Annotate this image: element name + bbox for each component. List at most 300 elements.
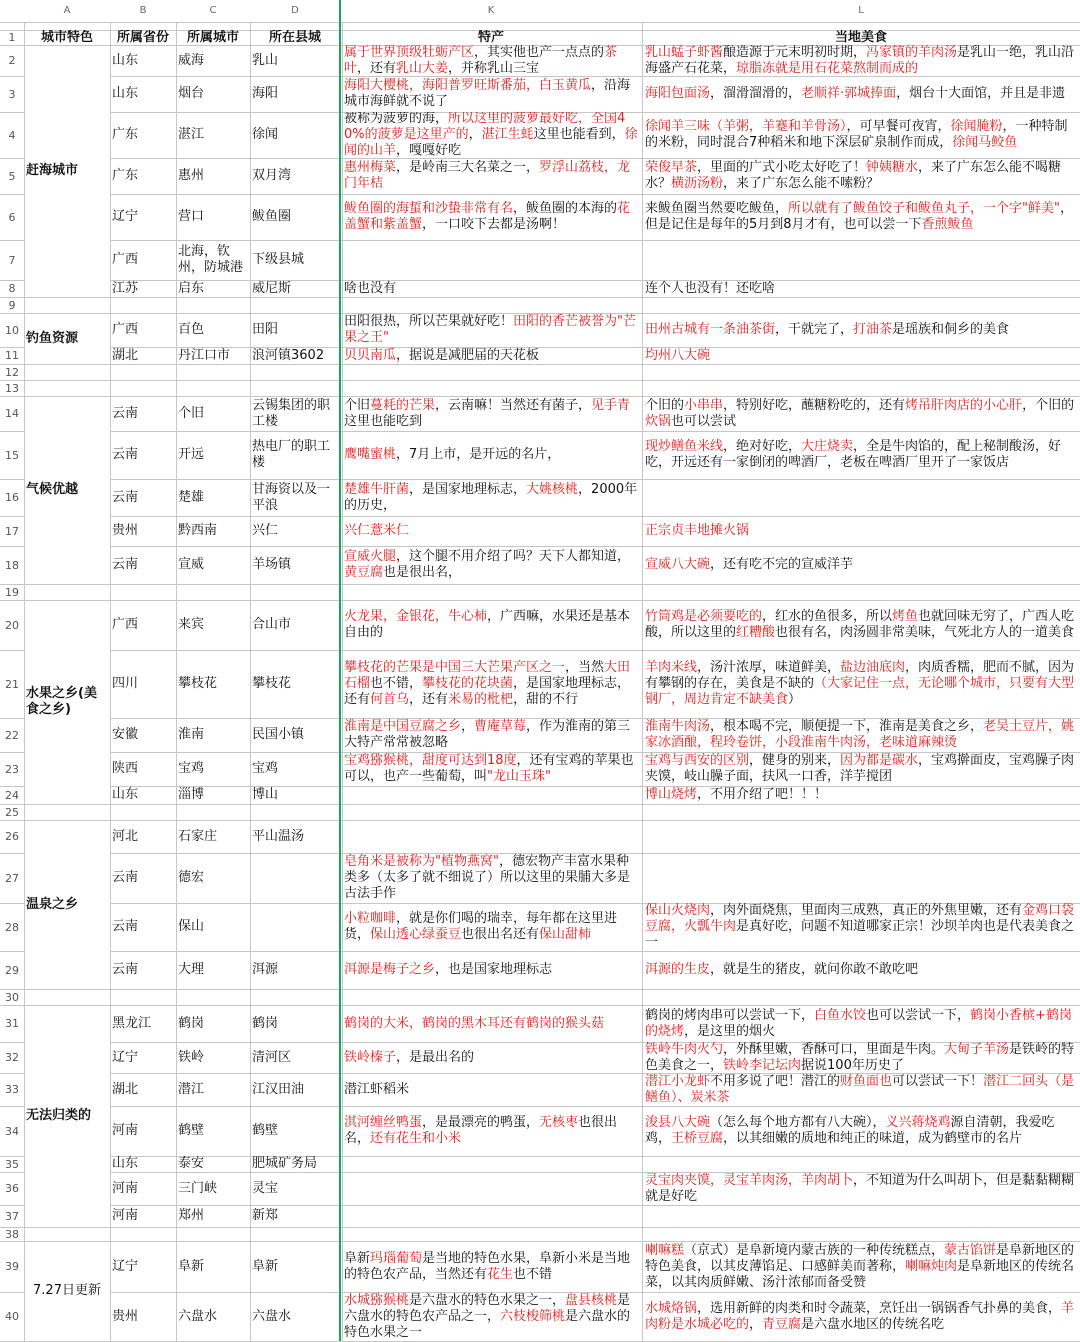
cell-local-food[interactable]: [643, 280, 1079, 297]
highlight-text: 灵宝肉夹馍，灵宝羊肉汤，羊肉胡卜: [645, 1172, 854, 1188]
cell-b[interactable]: [110, 1205, 176, 1227]
row-number[interactable]: 27: [5, 871, 19, 885]
cell-local-food[interactable]: [643, 1073, 1079, 1106]
plain-text: ，还有吃不完的宣威洋芋: [710, 557, 854, 572]
row-number[interactable]: 34: [5, 1124, 19, 1138]
cell-d[interactable]: [250, 45, 340, 76]
cell-b[interactable]: [110, 1106, 176, 1156]
plain-text: ，嘎嘎好吃: [396, 143, 462, 158]
cell-local-food[interactable]: [643, 396, 1079, 431]
highlight-text: 潜江小龙虾: [645, 1073, 711, 1089]
cell-local-food[interactable]: [643, 600, 1079, 650]
cell-local-food[interactable]: [643, 1005, 1079, 1042]
plain-text: 啥也没有: [344, 280, 397, 296]
cell-text: 云锡集团的职工楼: [252, 397, 331, 429]
cell-b[interactable]: [110, 396, 176, 431]
cell-d[interactable]: [250, 546, 340, 584]
cell-d[interactable]: [250, 396, 340, 431]
cell-specialty[interactable]: [342, 396, 642, 431]
cell-d[interactable]: [250, 786, 340, 804]
cell-b[interactable]: [110, 1156, 176, 1172]
cell-c[interactable]: [176, 1241, 250, 1292]
cell-specialty[interactable]: [342, 1172, 642, 1205]
plain-text: ，是最漂亮的鸭蛋，: [422, 1115, 540, 1130]
plain-text: ，7月上市，是开远的名片，: [396, 447, 561, 462]
cell-local-food[interactable]: [643, 650, 1079, 718]
column-header-b[interactable]: B: [139, 5, 147, 16]
cell-specialty[interactable]: [342, 76, 642, 112]
cell-c[interactable]: [176, 752, 250, 786]
category-cell-hotspring[interactable]: [24, 820, 110, 989]
highlight-text: 烤吊肝肉店的小心肝: [905, 397, 1023, 413]
plain-text: 这里也能看到，: [533, 127, 625, 142]
row-number[interactable]: 22: [5, 728, 19, 742]
cell-local-food[interactable]: [643, 786, 1079, 804]
cell-c[interactable]: [176, 194, 250, 240]
cell-b[interactable]: [110, 479, 176, 516]
cell-d[interactable]: [250, 112, 340, 158]
cell-c[interactable]: [176, 546, 250, 584]
cell-b[interactable]: [110, 516, 176, 546]
cell-text: 启东: [178, 280, 205, 296]
cell-specialty[interactable]: [342, 347, 642, 364]
plain-text: ，不知道为什么叫胡卜，但是黏黏糊糊就是好吃: [645, 1172, 1075, 1204]
cell-d[interactable]: [250, 1042, 340, 1073]
cell-local-food[interactable]: [643, 158, 1079, 194]
cell-rich-text: [344, 1251, 640, 1283]
cell-text: 甘海资以及一平浪: [252, 481, 331, 513]
header-gridline: [0, 22, 1080, 23]
cell-d[interactable]: [250, 516, 340, 546]
plain-text: ，就是生的猪皮，就问你敢不敢吃吧: [710, 962, 919, 977]
category-label: 钓鱼资源: [26, 330, 79, 346]
plain-text: 是乳山一绝，乳山沿海盛产石花菜，: [645, 45, 1075, 76]
cell-d[interactable]: [250, 431, 340, 479]
cell-text: 鹤岗: [252, 1015, 279, 1031]
cell-c[interactable]: [176, 280, 250, 297]
cell-b[interactable]: [110, 347, 176, 364]
cell-local-food[interactable]: [643, 1106, 1079, 1156]
cell-b[interactable]: [110, 1073, 176, 1106]
row-number[interactable]: 1: [8, 31, 16, 44]
category-cell-climate[interactable]: [24, 396, 110, 584]
column-header-k[interactable]: K: [487, 5, 495, 16]
cell-b[interactable]: [110, 853, 176, 903]
header-cell-a[interactable]: 城市特色: [40, 30, 93, 45]
cell-d[interactable]: [250, 347, 340, 364]
row-number[interactable]: 25: [5, 805, 19, 819]
row-number[interactable]: 13: [5, 381, 19, 395]
row-number[interactable]: 18: [5, 558, 19, 572]
plain-text: ，甜的不行: [513, 692, 579, 707]
cell-c[interactable]: [176, 1106, 250, 1156]
cell-d[interactable]: [250, 1205, 340, 1227]
cell-text: 灵宝: [252, 1180, 279, 1196]
cell-b[interactable]: [110, 718, 176, 752]
row-number[interactable]: 19: [5, 585, 19, 599]
cell-text: 来宾: [178, 617, 205, 632]
cell-text: 河南: [112, 1180, 139, 1196]
highlight-text: 老顺祥·郭城捧面: [801, 86, 897, 101]
row-number[interactable]: 5: [8, 169, 16, 183]
cell-local-food[interactable]: [643, 45, 1079, 76]
category-label: 水果之乡(美食之乡): [26, 686, 97, 717]
row-number[interactable]: 26: [5, 830, 19, 843]
cell-d[interactable]: [250, 1156, 340, 1172]
cell-specialty[interactable]: [342, 194, 642, 240]
cell-local-food[interactable]: [643, 820, 1079, 853]
cell-rich-text: [344, 201, 640, 233]
cell-b[interactable]: [110, 431, 176, 479]
cell-d[interactable]: [250, 1005, 340, 1042]
cell-b[interactable]: [110, 752, 176, 786]
cell-c[interactable]: [176, 112, 250, 158]
category-cell-fruit[interactable]: [24, 600, 110, 804]
plain-text: ，并称乳山三宝: [448, 60, 540, 76]
plain-text: 也很有名，肉汤圆非常美味，气死北方人的一道美食: [775, 625, 1075, 640]
row-number[interactable]: 20: [5, 618, 19, 632]
row-number[interactable]: 3: [8, 87, 16, 101]
cell-b[interactable]: [110, 650, 176, 718]
row-number[interactable]: 36: [5, 1182, 19, 1195]
cell-text: 河南: [112, 1208, 139, 1223]
cell-c[interactable]: [176, 516, 250, 546]
cell-specialty[interactable]: [342, 431, 642, 479]
cell-c[interactable]: [176, 1073, 250, 1106]
cell-c[interactable]: [176, 951, 250, 989]
cell-specialty[interactable]: [342, 240, 642, 280]
highlight-text: 正宗贞丰地摊火锅: [645, 523, 750, 538]
cell-d[interactable]: [250, 194, 340, 240]
plain-text: ，是国家地理标志，: [409, 481, 527, 497]
cell-local-food[interactable]: [643, 479, 1079, 516]
cell-specialty[interactable]: [342, 280, 642, 297]
cell-c[interactable]: [176, 76, 250, 112]
cell-rich-text: [645, 557, 853, 573]
cell-c[interactable]: [176, 1292, 250, 1341]
cell-specialty[interactable]: [342, 718, 642, 752]
cell-c[interactable]: [176, 347, 250, 364]
row-number[interactable]: 9: [8, 298, 16, 312]
plain-text: 连个人也没有！还吃啥: [645, 280, 776, 296]
cell-local-food[interactable]: [643, 1292, 1079, 1341]
cell-local-food[interactable]: [643, 546, 1079, 584]
cell-b[interactable]: [110, 76, 176, 112]
row-number[interactable]: 38: [5, 1227, 19, 1241]
cell-d[interactable]: [250, 903, 340, 951]
row-number[interactable]: 28: [5, 920, 19, 934]
cell-text: 云南: [112, 919, 139, 934]
cell-rich-text: [645, 201, 1077, 233]
cell-d[interactable]: [250, 1106, 340, 1156]
plain-text: 不用多说了吧！潜江的: [710, 1073, 841, 1089]
cell-c[interactable]: [176, 431, 250, 479]
column-header-d[interactable]: D: [291, 5, 299, 16]
cell-b[interactable]: [110, 820, 176, 853]
highlight-text: 潜江二回头（是鳝鱼）、炭米茶: [645, 1073, 1075, 1105]
cell-c[interactable]: [176, 240, 250, 280]
highlight-text: 水城烙锅: [645, 1300, 698, 1316]
cell-d[interactable]: [250, 1172, 340, 1205]
highlight-text: 大庄烧卖: [801, 439, 854, 454]
cell-c[interactable]: [176, 396, 250, 431]
cell-b[interactable]: [110, 1172, 176, 1205]
cell-specialty[interactable]: [342, 546, 642, 584]
cell-local-food[interactable]: [643, 431, 1079, 479]
row-number[interactable]: 31: [5, 1017, 19, 1030]
cell-local-food[interactable]: [643, 76, 1079, 112]
cell-c[interactable]: [176, 1156, 250, 1172]
cell-specialty[interactable]: [342, 600, 642, 650]
highlight-text: 荣俊早茶: [645, 160, 698, 175]
cell-local-food[interactable]: [643, 516, 1079, 546]
row-number[interactable]: 14: [5, 407, 19, 420]
cell-local-food[interactable]: [643, 853, 1079, 903]
highlight-text: 冯家镇的羊肉汤: [866, 45, 958, 60]
cell-local-food[interactable]: [643, 313, 1079, 347]
cell-b[interactable]: [110, 546, 176, 584]
cell-text: 安徽: [112, 727, 139, 742]
plain-text: ，沿海城市海鲜就不说了: [344, 78, 631, 109]
highlight-text: （大家记住一点，无论哪个城市，只要有大型钢厂，周边肯定不缺美食: [645, 676, 1075, 707]
cell-specialty[interactable]: [342, 1205, 642, 1227]
plain-text: ，汤汁浓厚，味道鲜美，: [697, 660, 841, 675]
cell-text: 云南: [112, 405, 139, 421]
cell-local-food[interactable]: [643, 1172, 1079, 1205]
row-number[interactable]: 10: [5, 323, 19, 337]
cell-text: 威海: [178, 52, 205, 68]
cell-c[interactable]: [176, 853, 250, 903]
cell-b[interactable]: [110, 194, 176, 240]
header-cell-d[interactable]: 所在县城: [268, 30, 321, 45]
cell-rich-text: [344, 523, 409, 539]
cell-local-food[interactable]: [643, 347, 1079, 364]
cell-c[interactable]: [176, 786, 250, 804]
row-number[interactable]: 23: [5, 762, 19, 776]
cell-c[interactable]: [176, 1042, 250, 1073]
cell-rich-text: [645, 523, 749, 539]
highlight-text: 羊肉米线: [645, 660, 698, 675]
cell-text: 山东: [112, 52, 139, 68]
row-number[interactable]: 21: [5, 677, 19, 691]
cell-local-food[interactable]: [643, 951, 1079, 989]
header-cell-c[interactable]: 所属城市: [186, 30, 239, 45]
cell-specialty[interactable]: [342, 650, 642, 718]
plain-text: 来鲅鱼圈当然要吃鲅鱼，: [645, 201, 789, 216]
row-gridline: [0, 804, 1080, 805]
row-number[interactable]: 40: [5, 1310, 19, 1323]
cell-rich-text: [645, 348, 710, 364]
header-cell-l[interactable]: 当地美食: [834, 30, 887, 45]
cell-b[interactable]: [110, 313, 176, 347]
cell-b[interactable]: [110, 240, 176, 280]
row-number[interactable]: 37: [5, 1209, 19, 1223]
cell-specialty[interactable]: [342, 1106, 642, 1156]
cell-text: 辽宁: [112, 1049, 139, 1065]
cell-d[interactable]: [250, 718, 340, 752]
plain-text: 是六盘水地区的传统名吃: [801, 1316, 945, 1332]
cell-text: 云南: [112, 557, 139, 572]
row-number[interactable]: 35: [5, 1157, 19, 1171]
row-number[interactable]: 30: [5, 990, 19, 1004]
cell-b[interactable]: [110, 280, 176, 297]
highlight-text: 钟姨糖水: [866, 160, 919, 175]
highlight-text: 保山甜柿: [539, 927, 592, 942]
category-cell-fishing[interactable]: [24, 313, 110, 364]
cell-local-food[interactable]: [643, 194, 1079, 240]
cell-specialty[interactable]: [342, 1156, 642, 1172]
cell-d[interactable]: [250, 600, 340, 650]
plain-text: ，就是你们喝的瑞幸，每年都在这里进货，: [344, 911, 618, 942]
row-number[interactable]: 7: [8, 253, 16, 267]
row-number[interactable]: 12: [5, 365, 19, 379]
cell-b[interactable]: [110, 45, 176, 76]
cell-c[interactable]: [176, 718, 250, 752]
row-number[interactable]: 24: [5, 788, 19, 802]
cell-local-food[interactable]: [643, 240, 1079, 280]
cell-c[interactable]: [176, 903, 250, 951]
cell-local-food[interactable]: [643, 112, 1079, 158]
cell-text: 兴仁: [252, 523, 279, 538]
cell-b[interactable]: [110, 1292, 176, 1341]
cell-c[interactable]: [176, 313, 250, 347]
cell-b[interactable]: [110, 1042, 176, 1073]
header-cell-k[interactable]: 特产: [477, 30, 504, 45]
row-number[interactable]: 17: [5, 524, 19, 538]
row-number[interactable]: 11: [5, 349, 19, 362]
header-cell-b[interactable]: 所属省份: [116, 30, 169, 45]
cell-d[interactable]: [250, 752, 340, 786]
row-number[interactable]: 32: [5, 1051, 19, 1064]
cell-d[interactable]: [250, 853, 340, 903]
cell-c[interactable]: [176, 820, 250, 853]
cell-d[interactable]: [250, 240, 340, 280]
highlight-text: 小粒咖啡: [344, 911, 397, 926]
plain-text: ，健身的别来，: [749, 753, 841, 768]
cell-specialty[interactable]: [342, 1073, 642, 1106]
highlight-text: 竹筒鸡是必须要吃的: [645, 609, 763, 624]
category-cell-update[interactable]: [24, 1241, 110, 1341]
cell-specialty[interactable]: [342, 1042, 642, 1073]
cell-d[interactable]: [250, 1241, 340, 1292]
cell-specialty[interactable]: [342, 158, 642, 194]
row-number[interactable]: 29: [5, 963, 19, 977]
row-number[interactable]: 33: [5, 1083, 19, 1096]
cell-text: 鲅鱼圈: [252, 209, 292, 224]
cell-c[interactable]: [176, 1172, 250, 1205]
cell-d[interactable]: [250, 951, 340, 989]
category-cell-seaside[interactable]: [24, 45, 110, 297]
cell-text: 开远: [178, 447, 205, 462]
cell-specialty[interactable]: [342, 516, 642, 546]
cell-rich-text: [344, 962, 552, 978]
cell-specialty[interactable]: [342, 903, 642, 951]
cell-b[interactable]: [110, 903, 176, 951]
cell-specialty[interactable]: [342, 1005, 642, 1042]
cell-local-food[interactable]: [643, 903, 1079, 951]
cell-specialty[interactable]: [342, 820, 642, 853]
cell-specialty[interactable]: [342, 951, 642, 989]
row-number[interactable]: 15: [5, 448, 19, 462]
cell-rich-text: [344, 45, 640, 76]
cell-d[interactable]: [250, 313, 340, 347]
highlight-text: "龙山玉珠": [487, 769, 551, 784]
cell-c[interactable]: [176, 1205, 250, 1227]
column-header-a[interactable]: A: [63, 5, 71, 16]
row-number[interactable]: 2: [8, 54, 16, 67]
cell-c[interactable]: [176, 45, 250, 76]
cell-text: 山东: [112, 787, 139, 802]
cell-b[interactable]: [110, 1241, 176, 1292]
cell-specialty[interactable]: [342, 752, 642, 786]
cell-local-food[interactable]: [643, 1156, 1079, 1172]
cell-specialty[interactable]: [342, 786, 642, 804]
cell-rich-text: [344, 660, 640, 708]
cell-d[interactable]: [250, 1292, 340, 1341]
cell-d[interactable]: [250, 280, 340, 297]
cell-rich-text: [344, 854, 640, 902]
cell-c[interactable]: [176, 479, 250, 516]
cell-d[interactable]: [250, 479, 340, 516]
cell-b[interactable]: [110, 951, 176, 989]
cell-local-food[interactable]: [643, 1042, 1079, 1073]
cell-b[interactable]: [110, 786, 176, 804]
cell-local-food[interactable]: [643, 718, 1079, 752]
cell-c[interactable]: [176, 650, 250, 718]
cell-d[interactable]: [250, 650, 340, 718]
cell-d[interactable]: [250, 76, 340, 112]
cell-rich-text: [645, 1074, 1077, 1106]
cell-local-food[interactable]: [643, 752, 1079, 786]
cell-c[interactable]: [176, 600, 250, 650]
cell-specialty[interactable]: [342, 45, 642, 76]
cell-b[interactable]: [110, 600, 176, 650]
cell-c[interactable]: [176, 158, 250, 194]
cell-d[interactable]: [250, 158, 340, 194]
highlight-text: 水城猕猴桃: [344, 1292, 410, 1308]
cell-d[interactable]: [250, 1073, 340, 1106]
column-header-c[interactable]: C: [209, 5, 217, 16]
row-number[interactable]: 4: [8, 128, 16, 142]
cell-specialty[interactable]: [342, 1292, 642, 1341]
cell-d[interactable]: [250, 820, 340, 853]
cell-b[interactable]: [110, 112, 176, 158]
row-number[interactable]: 39: [5, 1260, 19, 1273]
row-number[interactable]: 8: [8, 282, 16, 295]
cell-b[interactable]: [110, 158, 176, 194]
cell-c[interactable]: [176, 1005, 250, 1042]
cell-specialty[interactable]: [342, 1241, 642, 1292]
cell-text: 鹤壁: [178, 1123, 205, 1138]
highlight-text: 湛江生蚝: [481, 127, 534, 142]
cell-specialty[interactable]: [342, 479, 642, 516]
cell-specialty[interactable]: [342, 313, 642, 347]
cell-text: 云南: [112, 870, 139, 885]
column-header-l[interactable]: L: [858, 5, 864, 16]
row-number[interactable]: 6: [8, 210, 16, 224]
row-number[interactable]: 16: [5, 491, 19, 504]
cell-specialty[interactable]: [342, 112, 642, 158]
cell-local-food[interactable]: [643, 1205, 1079, 1227]
cell-rich-text: [645, 281, 775, 297]
cell-specialty[interactable]: [342, 853, 642, 903]
cell-local-food[interactable]: [643, 1241, 1079, 1292]
category-cell-other[interactable]: [24, 1005, 110, 1227]
highlight-text: 财鱼面也: [840, 1073, 893, 1089]
highlight-text: 所以这里的菠萝最好吃，全国40%的菠萝是这里产的: [344, 112, 626, 142]
plain-text: 是当地的特色水果，阜新小米是当地的特色农产品，当然还有: [344, 1250, 631, 1282]
cell-b[interactable]: [110, 1005, 176, 1042]
